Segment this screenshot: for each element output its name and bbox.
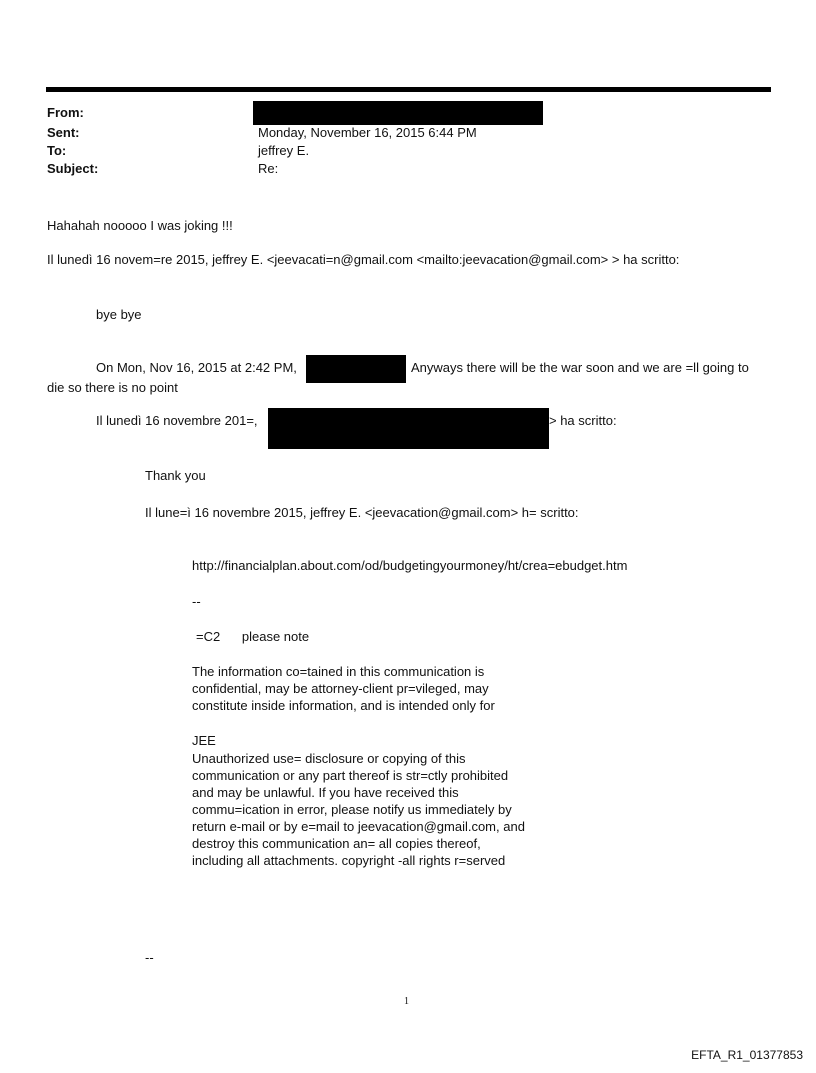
jee-text: JEE (192, 733, 216, 748)
disclaimer-line: including all attachments. copyright -all rights r=served (192, 853, 506, 868)
please-note: =C2 please note (196, 629, 310, 644)
to-label: To: (47, 143, 67, 158)
to-value: jeffrey E. (258, 143, 310, 158)
info-line: confidential, may be attorney-client pr=vileged, may (192, 681, 489, 696)
body-line: On Mon, Nov 16, 2015 at 2:42 PM, (96, 360, 297, 375)
info-line: constitute inside information, and is intended only for (192, 698, 495, 713)
separator-text: -- (192, 594, 201, 609)
page-number: 1 (404, 996, 409, 1007)
disclaimer-line: return e-mail or by e=mail to jeevacation@gmail.com, and (192, 819, 525, 834)
redaction-sender-2 (268, 408, 549, 449)
body-line: bye bye (96, 307, 142, 322)
subject-value: Re: (258, 161, 279, 176)
sent-value: Monday, November 16, 2015 6:44 PM (258, 125, 477, 140)
disclaimer-line: commu=ication in error, please notify us immediately by (192, 802, 512, 817)
body-line: Hahahah nooooo I was joking !!! (47, 218, 233, 233)
from-label: From: (47, 105, 84, 120)
redaction-sender (306, 355, 406, 383)
separator-text: -- (145, 950, 154, 965)
body-line: Il lune=ì 16 novembre 2015, jeffrey E. <jeevacation@gmail.com> h= scritto: (145, 505, 579, 520)
document-id: EFTA_R1_01377853 (691, 1048, 803, 1062)
body-line: > ha scritto: (549, 413, 617, 428)
info-line: The information co=tained in this communication is (192, 664, 485, 679)
disclaimer-line: communication or any part thereof is str=ctly prohibited (192, 768, 509, 783)
subject-label: Subject: (47, 161, 99, 176)
disclaimer-line: and may be unlawful. If you have received this (192, 785, 459, 800)
url-text: http://financialplan.about.com/od/budgetingyourmoney/ht/crea=ebudget.htm (192, 558, 628, 573)
body-line: Il lunedì 16 novem=re 2015, jeffrey E. <jeevacati=n@gmail.com <mailto:jeevacation@gmail.com> > ha scritto: (47, 252, 680, 267)
body-line: Il lunedì 16 novembre 201=, (96, 413, 258, 428)
disclaimer-line: destroy this communication an= all copies thereof, (192, 836, 481, 851)
redaction-from (253, 101, 543, 125)
body-line: Anyways there will be the war soon and we are =ll going to (411, 360, 749, 375)
body-line: Thank you (145, 468, 206, 483)
sent-label: Sent: (47, 125, 80, 140)
body-line: die so there is no point (47, 380, 178, 395)
header-rule (46, 87, 771, 92)
disclaimer-line: Unauthorized use= disclosure or copying of this (192, 751, 466, 766)
